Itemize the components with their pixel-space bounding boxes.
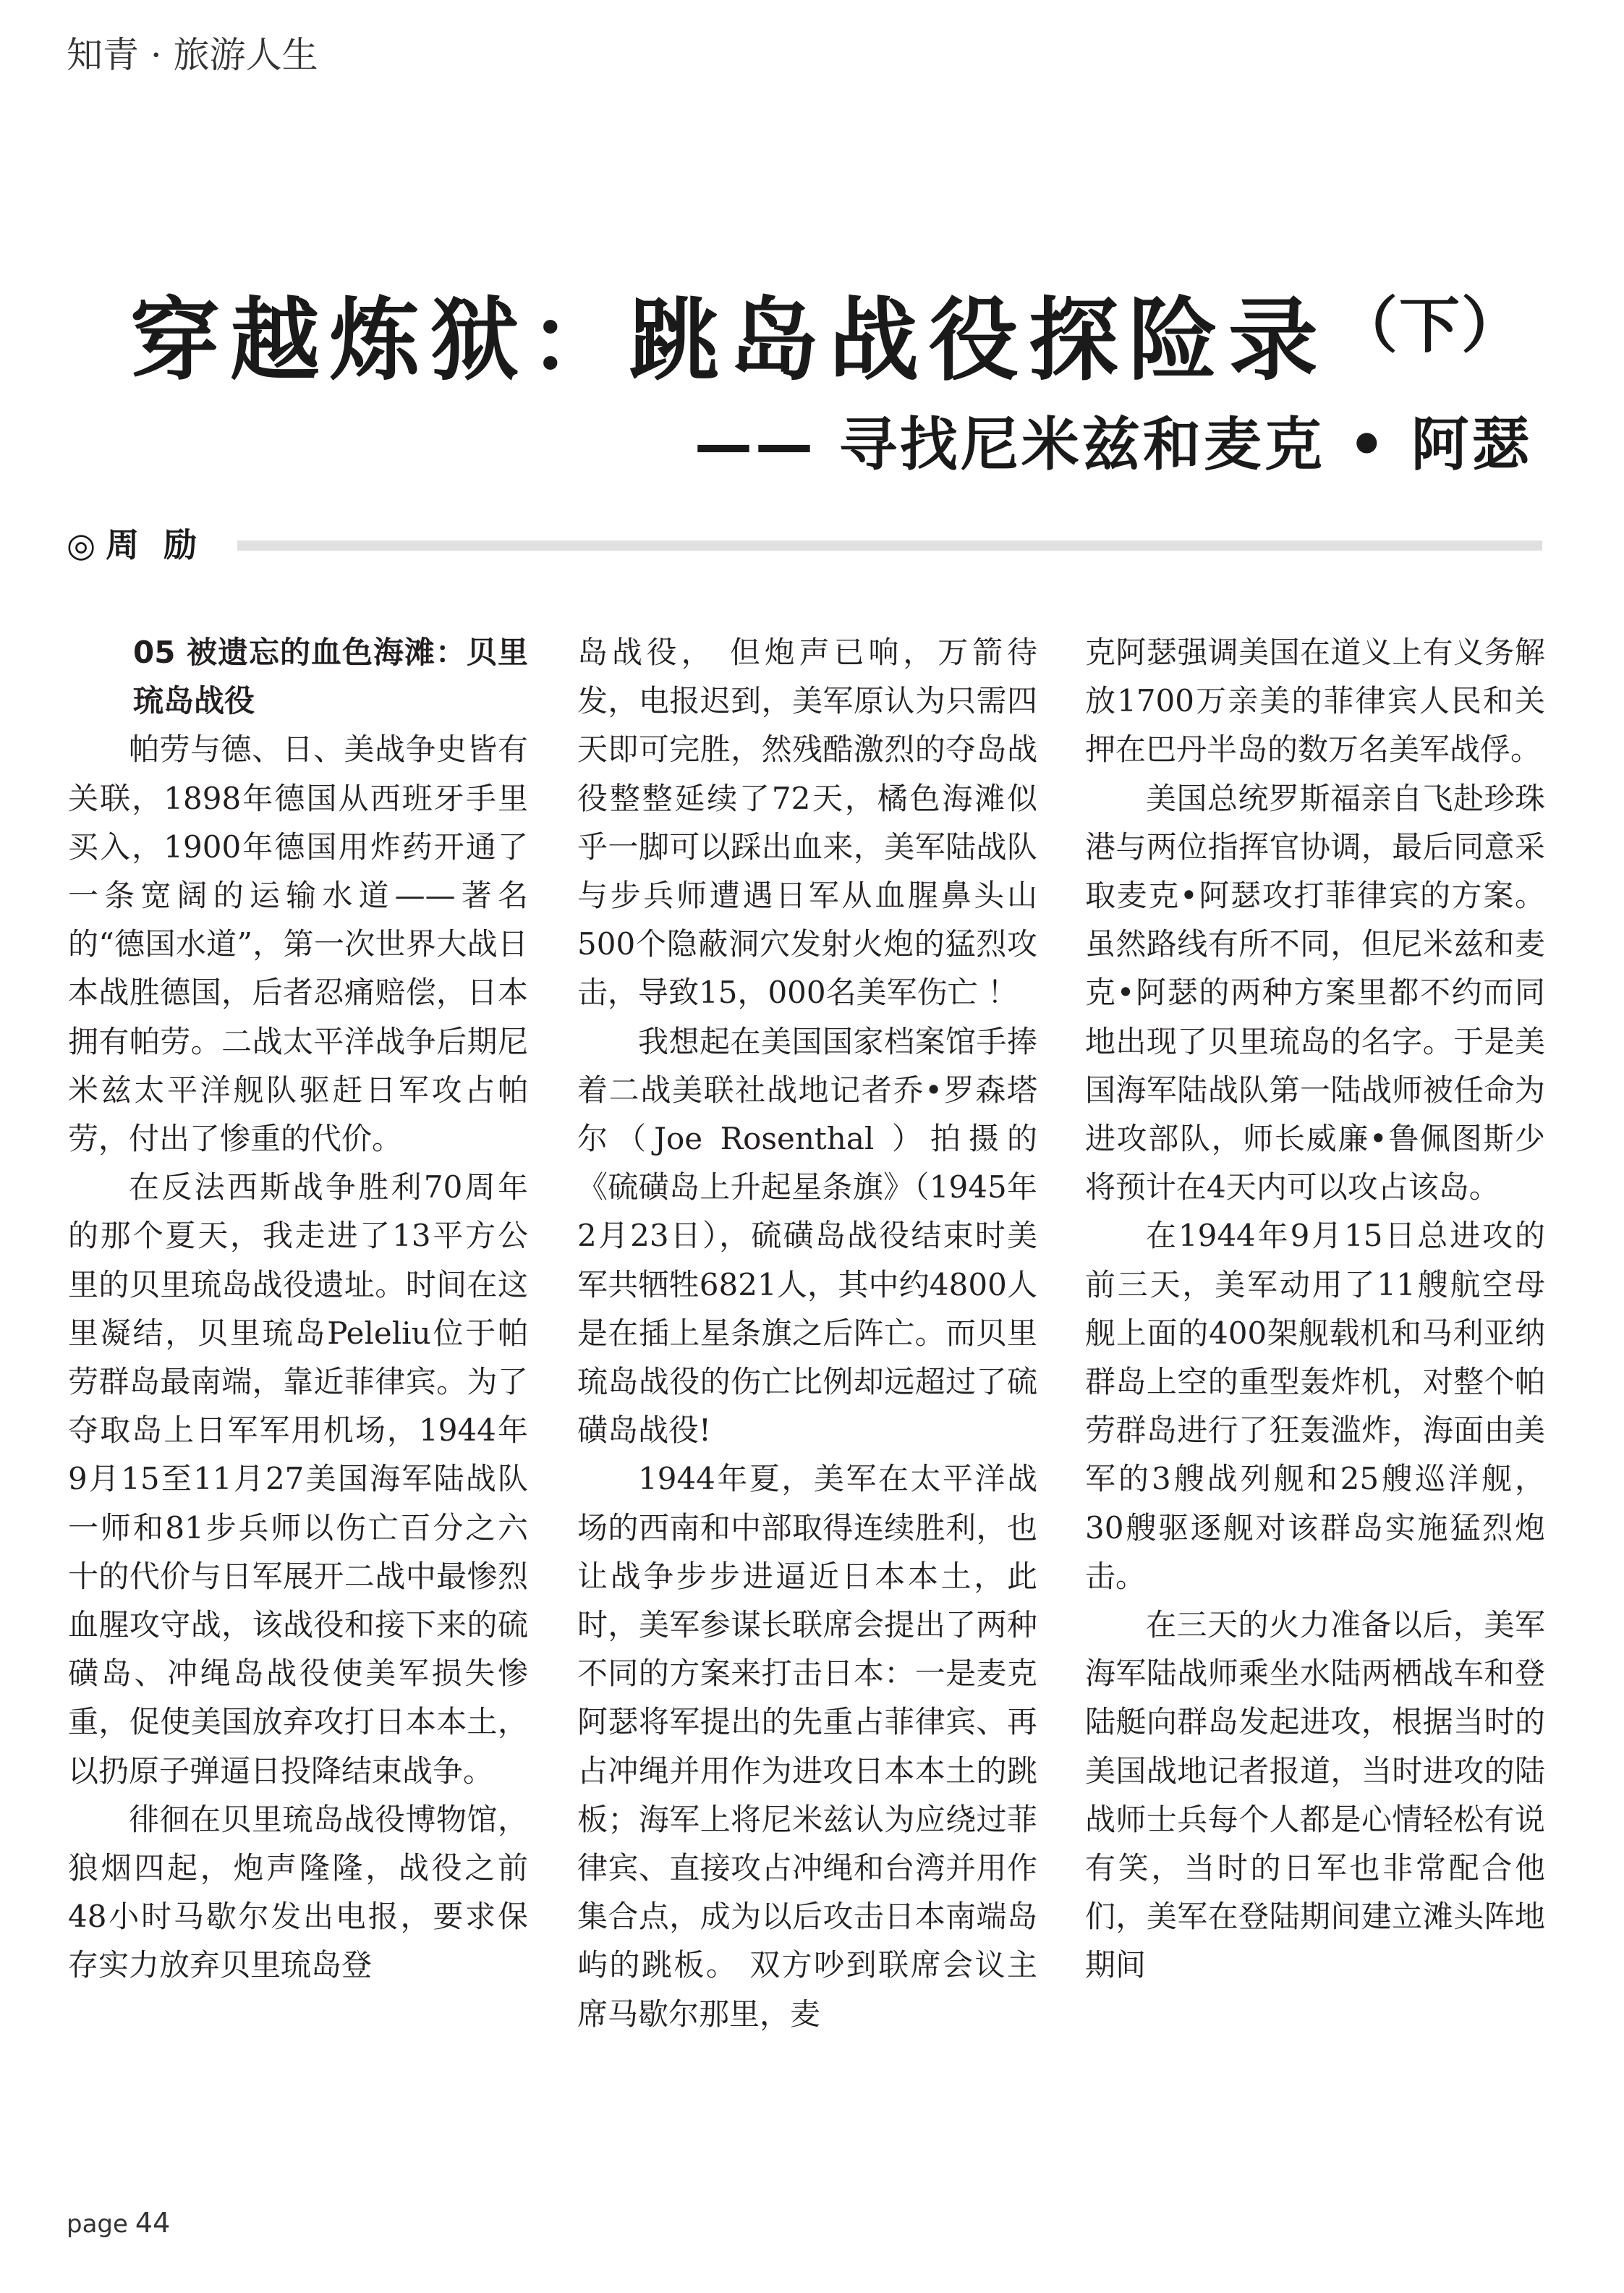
article-title-part: （下） xyxy=(1337,290,1524,361)
section-heading: 05 被遗忘的血色海滩：贝里琉岛战役 xyxy=(133,635,528,719)
paragraph: 岛战役， 但炮声已响，万箭待发，电报迟到，美军原认为只需四天即可完胜，然残酷激烈的夺岛战役整整延续了72天，橘色海滩似乎一脚可以踩出血来，美军陆战队与步兵师遭遇日军从血腥鼻头山500个隐蔽洞穴发射火炮的猛烈攻击，导致15，000名美军伤亡 ！ xyxy=(577,635,1037,1011)
paragraph: 克阿瑟强调美国在道义上有义务解放1700万亲美的菲律宾人民和关押在巴丹半岛的数万名美军战俘。 xyxy=(1085,635,1545,768)
paragraph: 在1944年9月15日总进攻的前三天，美军动用了11艘航空母舰上面的400架舰载机和马利亚纳群岛上空的重型轰炸机，对整个帕劳群岛进行了狂轰滥炸，海面由美军的3艘战列舰和25艘巡洋舰，30艘驱逐舰对该群岛实施猛烈炮击。 xyxy=(1085,1218,1545,1594)
paragraph: 在反法西斯战争胜利70周年的那个夏天，我走进了13平方公里的贝里琉岛战役遗址。时间在这里凝结，贝里琉岛Peleliu位于帕劳群岛最南端，靠近菲律宾。为了夺取岛上日军军用机场，1944年9月15至11月27美国海军陆战队一师和81步兵师以伤亡百分之六十的代价与日军展开二战中最惨烈血腥攻守战，该战役和接下来的硫磺岛、冲绳岛战役使美军损失惨重，促使美国放弃攻打日本本土，以扔原子弹逼日投降结束战争。 xyxy=(68,1169,528,1789)
page-footer xyxy=(67,2207,170,2239)
text-column-3 xyxy=(1085,628,1545,1990)
article-title xyxy=(130,268,1523,399)
text-column-2 xyxy=(577,628,1037,2038)
paragraph: 徘徊在贝里琉岛战役博物馆，狼烟四起，炮声隆隆，战役之前48小时马歇尔发出电报，要求保存实力放弃贝里琉岛登 xyxy=(68,1801,528,1983)
section-label: 知青 · 旅游人生 xyxy=(67,34,318,76)
byline xyxy=(67,521,221,569)
article-title-text: 穿越炼狱：跳岛战役探险录 xyxy=(130,289,1329,393)
paragraph: 在三天的火力准备以后，美军海军陆战师乘坐水陆两栖战车和登陆艇向群岛发起进攻，根据当时的美国战地记者报道，当时进攻的陆战师士兵每个人都是心情轻松有说有笑，当时的日军也非常配合他们，美军在登陆期间建立滩头阵地期间 xyxy=(1085,1607,1545,1983)
paragraph: 我想起在美国国家档案馆手捧着二战美联社战地记者乔•罗森塔尔（Joe Rosenthal ）拍摄的《硫磺岛上升起星条旗》（1945年2月23日），硫磺岛战役结束时美军共牺牲6821人，其中约4800人是在插上星条旗之后阵亡。而贝里琉岛战役的伤亡比例却远超过了硫磺岛战役! xyxy=(577,1023,1037,1449)
article-subtitle: —— 寻找尼米兹和麦克 • 阿瑟 xyxy=(694,411,1533,478)
page-number: 44 xyxy=(135,2207,171,2239)
paragraph: 帕劳与德、日、美战争史皆有关联，1898年德国从西班牙手里买入，1900年德国用炸药开通了一条宽阔的运输水道——著名的“德国水道”，第一次世界大战日本战胜德国，后者忍痛赔偿，日本拥有帕劳。二战太平洋战争后期尼米兹太平洋舰队驱赶日军攻占帕劳，付出了惨重的代价。 xyxy=(68,732,528,1157)
paragraph: 美国总统罗斯福亲自飞赴珍珠港与两位指挥官协调，最后同意采取麦克•阿瑟攻打菲律宾的方案。虽然路线有所不同，但尼米兹和麦克•阿瑟的两种方案里都不约而同地出现了贝里琉岛的名字。于是美国海军陆战队第一陆战师被任命为进攻部队，师长威廉•鲁佩图斯少将预计在4天内可以攻占该岛。 xyxy=(1085,780,1545,1205)
author-name: 周励 xyxy=(106,525,222,564)
paragraph: 1944年夏，美军在太平洋战场的西南和中部取得连续胜利，也让战争步步进逼近日本本土，此时，美军参谋长联席会提出了两种不同的方案来打击日本：一是麦克阿瑟将军提出的先重占菲律宾、再占冲绳并用作为进攻日本本土的跳板；海军上将尼米兹认为应绕过菲律宾、直接攻占冲绳和台湾并用作集合点，成为以后攻击日本南端岛屿的跳板。 双方吵到联席会议主席马歇尔那里，麦 xyxy=(577,1461,1037,2032)
byline-mark: ◎ xyxy=(67,525,96,564)
text-column-1 xyxy=(68,628,528,1990)
byline-rule xyxy=(237,541,1542,551)
page-label: page xyxy=(67,2210,128,2239)
